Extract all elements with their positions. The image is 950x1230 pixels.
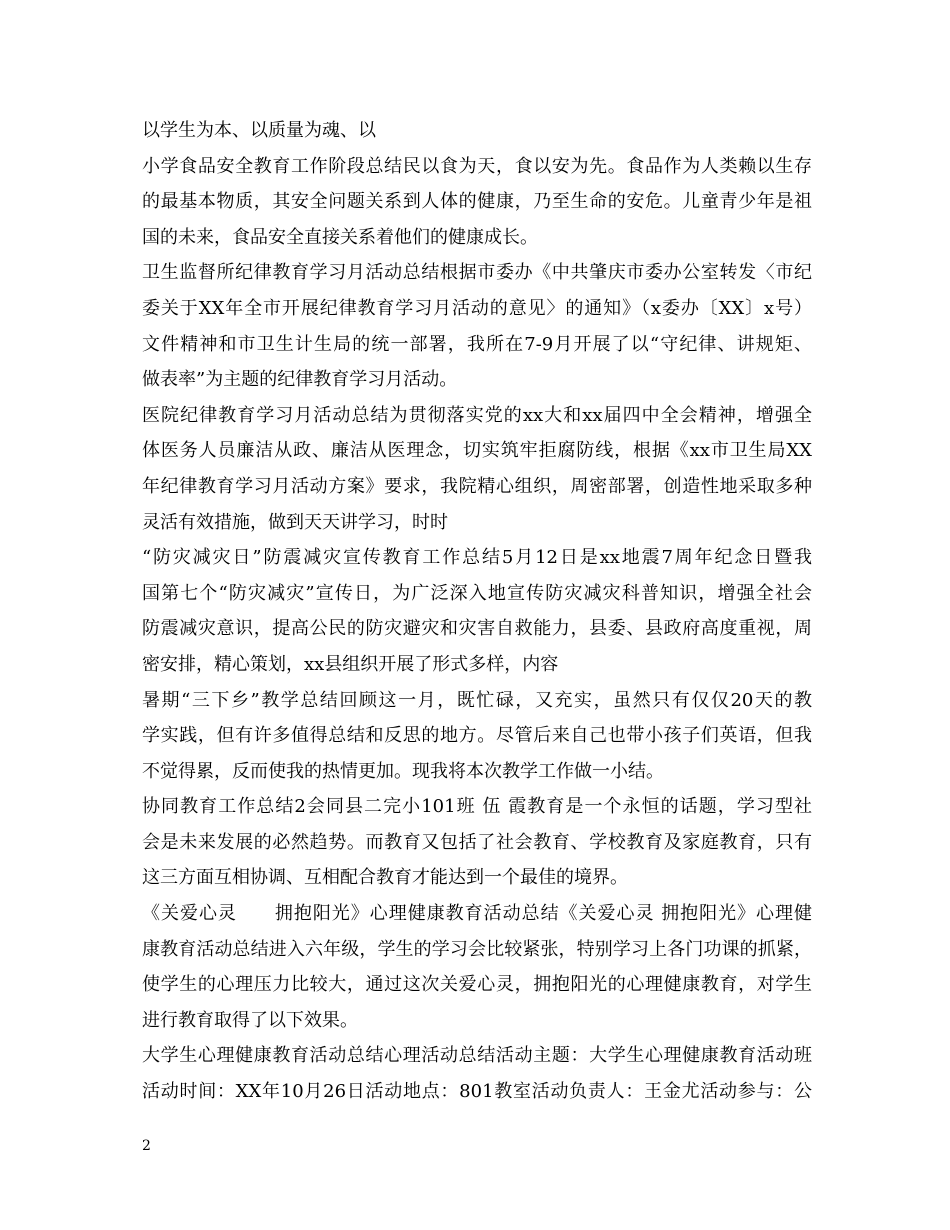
text-line: 活动时间：XX年10月26日活动地点：801教室活动负责人：王金尤活动参与：公 (142, 1081, 812, 1103)
text-line: “防灾减灾日”防震减灾宣传教育工作总结5月12日是xx地震7周年纪念日暨我 (142, 547, 812, 569)
text-line: 进行教育取得了以下效果。 (142, 1009, 358, 1031)
text-line: 学实践，但有许多值得总结和反思的地方。尽管后来自己也带小孩子们英语，但我 (142, 725, 812, 747)
text-line: 协同教育工作总结2会同县二完小101班 伍 霞教育是一个永恒的话题，学习型社 (142, 796, 812, 818)
text-line: 灵活有效措施，做到天天讲学习，时时 (142, 511, 448, 533)
text-line: 康教育活动总结进入六年级，学生的学习会比较紧张，特别学习上各门功课的抓紧， (142, 938, 812, 960)
text-line: 大学生心理健康教育活动总结心理活动总结活动主题：大学生心理健康教育活动班 (142, 1045, 812, 1067)
text-line: 年纪律教育学习月活动方案》要求，我院精心组织，周密部署，创造性地采取多种 (142, 475, 812, 497)
text-line: 文件精神和市卫生计生局的统一部署，我所在7-9月开展了以“守纪律、讲规矩、 (142, 333, 812, 355)
text-line: 国的未来，食品安全直接关系着他们的健康成长。 (142, 226, 538, 248)
text-line: 做表率”为主题的纪律教育学习月活动。 (142, 369, 458, 391)
page-number: 2 (142, 1138, 151, 1154)
text-line: 卫生监督所纪律教育学习月活动总结根据市委办《中共肇庆市委办公室转发〈市纪 (142, 262, 812, 284)
text-line: 使学生的心理压力比较大，通过这次关爱心灵，拥抱阳光的心理健康教育，对学生 (142, 974, 812, 996)
text-line: 委关于XX年全市开展纪律教育学习月活动的意见〉的通知》（x委办〔XX〕x号） (142, 297, 812, 319)
document-body (142, 113, 812, 1110)
text-line: 体医务人员廉洁从政、廉洁从医理念，切实筑牢拒腐防线，根据《xx市卫生局XX (142, 440, 812, 462)
text-line: 不觉得累，反而使我的热情更加。现我将本次教学工作做一小结。 (142, 760, 664, 782)
text-line: 医院纪律教育学习月活动总结为贯彻落实党的xx大和xx届四中全会精神，增强全 (142, 404, 812, 426)
text-line: 会是未来发展的必然趋势。而教育又包括了社会教育、学校教育及家庭教育，只有 (142, 831, 812, 853)
text-line: 的最基本物质，其安全问题关系到人体的健康，乃至生命的安危。儿童青少年是祖 (142, 191, 812, 213)
text-line: 密安排，精心策划，xx县组织开展了形式多样，内容 (142, 653, 559, 675)
text-line: 以学生为本、以质量为魂、以 (142, 120, 376, 141)
text-line: 小学食品安全教育工作阶段总结民以食为天，食以安为先。食品作为人类赖以生存 (142, 155, 812, 177)
text-line: 暑期“三下乡”教学总结回顾这一月，既忙碌，又充实，虽然只有仅仅20天的教 (142, 689, 812, 711)
text-line: 这三方面互相协调、互相配合教育才能达到一个最佳的境界。 (142, 867, 628, 889)
text-line: 防震减灾意识，提高公民的防灾避灾和灾害自救能力，县委、县政府高度重视，周 (142, 618, 812, 640)
text-line: 国第七个“防灾减灾”宣传日，为广泛深入地宣传防灾减灾科普知识，增强全社会 (142, 582, 812, 604)
text-line: 《关爱心灵 拥抱阳光》心理健康教育活动总结《关爱心灵 拥抱阳光》心理健 (142, 903, 812, 925)
